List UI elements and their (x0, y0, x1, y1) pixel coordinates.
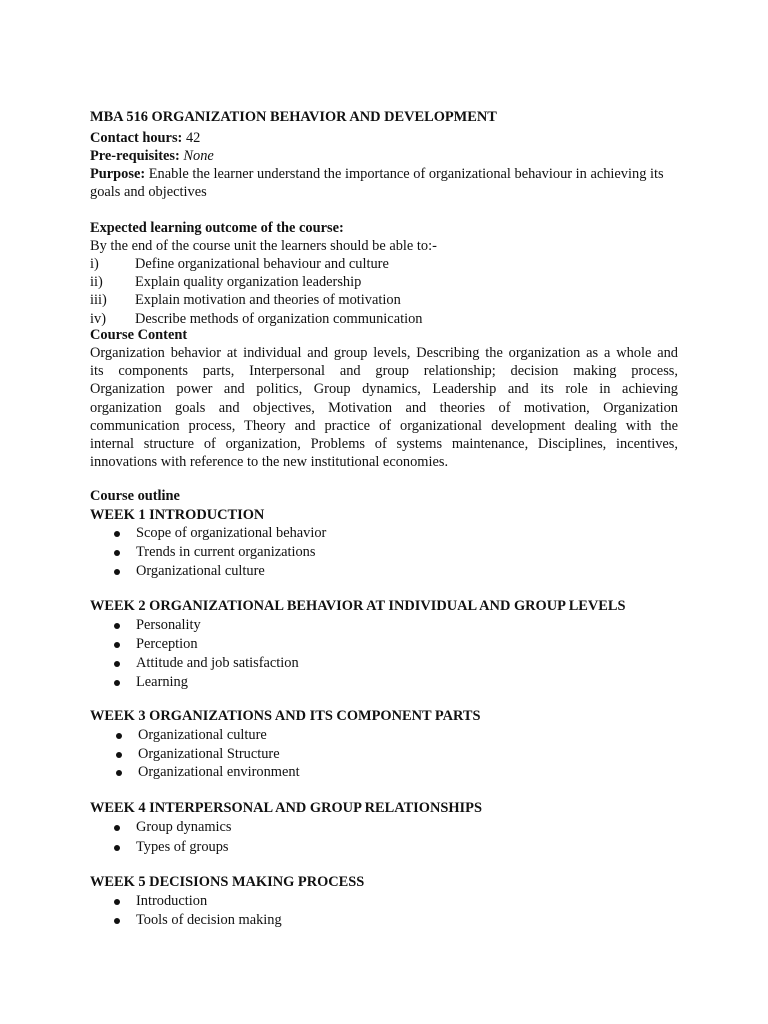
bullet-icon (114, 918, 120, 924)
course-title: MBA 516 ORGANIZATION BEHAVIOR AND DEVELOPMENT (90, 109, 497, 125)
bullet-icon (114, 899, 120, 905)
prerequisites-value: None (183, 148, 214, 164)
bullet-icon (114, 531, 120, 537)
bullet-icon (114, 569, 120, 575)
bullet-icon (116, 770, 122, 776)
course-content-line: Organization behavior at individual and group levels, Describing the organization as a whole and (90, 345, 678, 361)
course-content-line: Organization power and politics, Group dynamics, Leadership and its role in achieving (90, 381, 678, 398)
outcome-number: iv) (90, 311, 106, 327)
course-content-line: its components parts, Interpersonal and group relationship; decision making process, (90, 363, 678, 380)
week-topic-item: Trends in current organizations (136, 544, 316, 560)
week-heading: WEEK 4 INTERPERSONAL AND GROUP RELATIONSHIPS (90, 800, 482, 816)
bullet-icon (114, 680, 120, 686)
bullet-icon (114, 623, 120, 629)
outcome-item (90, 273, 361, 291)
prerequisites-line (90, 147, 214, 165)
bullet-icon (114, 825, 120, 831)
week-heading: WEEK 5 DECISIONS MAKING PROCESS (90, 874, 365, 890)
course-content-line: internal structure of organization, Problems of systems maintenance, Disciplines, incentives, (90, 435, 678, 452)
week-topic-item: Organizational culture (136, 563, 265, 579)
purpose-paragraph (90, 165, 678, 201)
week-topic-item: Learning (136, 674, 188, 690)
contact-hours-label: Contact hours: (90, 130, 183, 146)
outcome-text: Define organizational behaviour and culture (135, 256, 389, 272)
outcome-item (90, 291, 401, 309)
course-content-heading: Course Content (90, 327, 188, 343)
week-topic-item: Perception (136, 636, 198, 652)
bullet-icon (114, 661, 120, 667)
week-topic-item: Organizational environment (138, 764, 300, 780)
week-topic-item: Scope of organizational behavior (136, 525, 327, 541)
week-topic-item: Group dynamics (136, 819, 232, 835)
contact-hours-value: 42 (182, 130, 201, 146)
week-heading: WEEK 3 ORGANIZATIONS AND ITS COMPONENT PARTS (90, 708, 481, 724)
week-topic-item: Introduction (136, 893, 208, 909)
course-content-line: innovations with reference to the new institutional economies. (90, 454, 449, 471)
bullet-icon (114, 845, 120, 851)
outcome-number: iii) (90, 292, 107, 308)
bullet-icon (114, 642, 120, 648)
week-topic-item: Organizational Structure (138, 746, 280, 762)
outcome-text: Explain motivation and theories of motivation (135, 292, 401, 308)
bullet-icon (116, 733, 122, 739)
week-topic-item: Tools of decision making (136, 912, 282, 928)
outcome-number: ii) (90, 274, 103, 290)
course-outline-heading: Course outline (90, 488, 180, 504)
outcome-item (90, 255, 389, 273)
bullet-icon (116, 752, 122, 758)
course-content-line: organization goals and objectives, Motivation and theories of motivation, Organization (90, 399, 678, 416)
prerequisites-label: Pre-requisites: (90, 148, 180, 164)
outcomes-heading: Expected learning outcome of the course: (90, 220, 344, 236)
week-topic-item: Attitude and job satisfaction (136, 655, 299, 671)
purpose-text: Enable the learner understand the importance of organizational behaviour in achieving its goals and objectives (90, 166, 664, 201)
outcome-text: Describe methods of organization communication (135, 311, 423, 327)
contact-hours-line (90, 129, 200, 147)
week-topic-item: Personality (136, 617, 201, 633)
week-heading: WEEK 1 INTRODUCTION (90, 507, 265, 523)
outcomes-intro: By the end of the course unit the learners should be able to:- (90, 238, 437, 254)
week-heading: WEEK 2 ORGANIZATIONAL BEHAVIOR AT INDIVIDUAL AND GROUP LEVELS (90, 598, 626, 614)
outcome-number: i) (90, 256, 99, 272)
purpose-label: Purpose: (90, 166, 146, 182)
course-content-paragraph (90, 344, 678, 471)
week-topic-item: Organizational culture (138, 727, 267, 743)
course-content-line: communication process, Theory and practice of organizational development dealing with the (90, 417, 678, 434)
week-topic-item: Types of groups (136, 839, 229, 855)
outcome-text: Explain quality organization leadership (135, 274, 362, 290)
bullet-icon (114, 550, 120, 556)
